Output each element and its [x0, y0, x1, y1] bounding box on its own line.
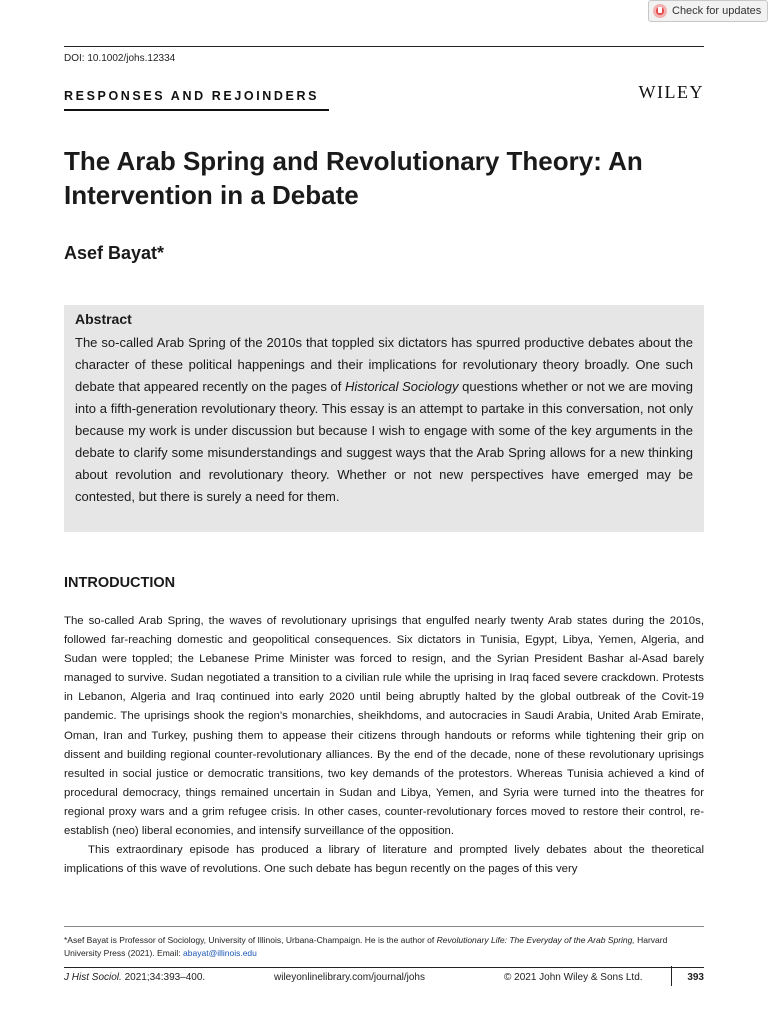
- body-paragraph: This extraordinary episode has produced a library of literature and prompted lively debates about the theoretical implications of this wave of revolutions. One such debate has begun recently on the pages of this very: [64, 844, 704, 876]
- footnote-text: *Asef Bayat is Professor of Sociology, University of Illinois, Urbana-Champaign. He is the author of: [64, 935, 437, 945]
- article-title: The Arab Spring and Revolutionary Theory: An Intervention in a Debate: [64, 146, 643, 210]
- journal-citation: [64, 972, 205, 983]
- footnote-rule: [64, 926, 704, 927]
- copyright: © 2021 John Wiley & Sons Ltd.: [504, 972, 643, 983]
- body-paragraph: The so-called Arab Spring, the waves of revolutionary uprisings that engulfed nearly twenty Arab states during the 2010s, followed far-reaching domestic and geopolitical consequences. Six dictators in Tunisia, Egypt, Libya, Yemen, Algeria, and Sudan were toppled; the Lebanese Prime Minister was forced to resign, and the Syrian President Bashar al-Asad barely managed to survive. Sudan negotiated a transition to a civilian rule while the uprising in Iraq faced severe crackdown. Protests in Lebanon, Algeria and Iraq continued into early 2020 until being abruptly halted by the global outbreak of the Covit-19 pandemic. The uprisings shook the region’s monarchies, sheikhdoms, and autocracies in Saudi Arabia, United Arab Emirate, Oman, Iran and Turkey, pushing them to appease their citizens through handouts or reforms while tightening their grip on dissent and building regional counter-revolutionary alliances. By the end of the decade, none of these revolutionary uprisings resulted in social justice or democratic transitions, two key demands of the protestors. Whereas Tunisia achieved a kind of procedural democracy, things remained uncertain in Sudan and Libya, Yemen, and Syria were turned into the theatres for regional proxy wars and a grim refugee crisis. In other cases, counter-revolutionary forces moved to restore their control, re-establish (neo) liberal economies, and intensify surveillance of the opposition.: [64, 615, 704, 838]
- footnote-book-title: Revolutionary Life: The Everyday of the Arab Spring,: [436, 935, 635, 945]
- page-number: 393: [687, 972, 704, 983]
- check-for-updates-label: Check for updates: [672, 5, 762, 17]
- abstract-text-part: The so-called Arab Spring of the 2010s that toppled six dictators has spurred productive debates about the character of these political happenings and their implications for revolutionary theory broadly. One such debate that appeared recently on the pages of: [75, 335, 693, 394]
- introduction-body: [64, 612, 704, 879]
- top-rule: [64, 46, 704, 47]
- introduction-heading: INTRODUCTION: [64, 575, 176, 591]
- journal-volume: 2021;34:393–400.: [121, 972, 206, 983]
- abstract-heading: Abstract: [75, 311, 132, 327]
- abstract-journal-name: Historical Sociology: [345, 379, 459, 394]
- author-footnote: [64, 934, 704, 960]
- abstract-text-part: questions whether or not we are moving into a fifth-generation revolutionary theory. This essay is an attempt to partake in this conversation, not only because my work is under discussion but because I wish to engage with some of the key arguments in the debate to clarify some misunderstandings and suggest ways that the Arab Spring allows for a new thinking about revolution and revolutionary theory. Whether or not new perspectives have emerged may be contested, but there is surely a need for them.: [75, 379, 693, 504]
- footnote-text: Harvard University Press (2021). Email:: [64, 935, 668, 958]
- journal-url: wileyonlinelibrary.com/journal/johs: [274, 972, 425, 983]
- section-label: RESPONSES AND REJOINDERS: [64, 89, 320, 103]
- journal-abbrev: J Hist Sociol.: [64, 972, 122, 983]
- page-footer: [64, 972, 704, 986]
- footer-rule: [64, 967, 704, 968]
- author-email-link[interactable]: abayat@illinois.edu: [183, 948, 257, 958]
- section-underline: [64, 109, 329, 111]
- abstract-text: [75, 332, 693, 508]
- author-name: Asef Bayat*: [64, 243, 165, 263]
- footer-divider: [671, 966, 672, 986]
- crossmark-icon: [653, 4, 667, 18]
- check-for-updates-button[interactable]: [648, 0, 768, 22]
- doi: DOI: 10.1002/johs.12334: [64, 53, 176, 64]
- publisher-logo: WILEY: [638, 82, 704, 102]
- abstract-box: [64, 305, 704, 532]
